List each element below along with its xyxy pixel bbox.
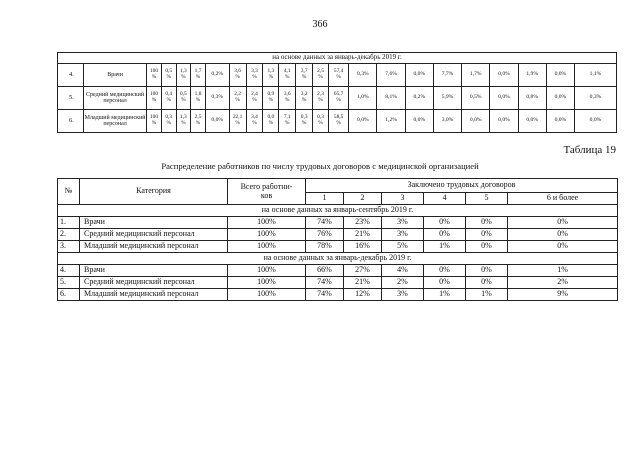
percent-sign: % — [151, 120, 157, 126]
value-cell — [147, 64, 162, 87]
value: 1,3 — [180, 114, 187, 121]
value-cell — [328, 87, 348, 110]
value: 1,7 — [194, 68, 202, 75]
value-cell: 0% — [424, 265, 466, 277]
value-cell: 0% — [466, 265, 508, 277]
value-cell: 0,0% — [575, 110, 617, 133]
value-cell: 0,0% — [490, 64, 518, 87]
page-number: 366 — [312, 19, 328, 30]
value-cell: 5,9% — [433, 87, 461, 110]
value-cell — [147, 87, 162, 110]
value-cell: 16% — [344, 241, 382, 253]
value: 3,3 — [251, 68, 258, 75]
top-table-row — [58, 87, 617, 110]
row-number: 4. — [58, 64, 84, 87]
header-num: № — [58, 179, 80, 205]
value-cell: 3% — [382, 217, 424, 229]
value-cell: 74% — [306, 289, 344, 301]
value: 2,2 — [234, 91, 241, 98]
header-total — [228, 179, 306, 205]
value-cell — [263, 110, 279, 133]
value-cell: 0,2% — [205, 64, 229, 87]
value-cell: 0,8% — [518, 87, 546, 110]
row-category: Средний медицинский персонал — [80, 229, 228, 241]
value-cell: 1% — [424, 241, 466, 253]
value-cell — [279, 110, 296, 133]
value-cell: 23% — [344, 217, 382, 229]
value-cell: 0,0% — [349, 110, 377, 133]
percent-sign: % — [151, 74, 157, 80]
percent-sign: % — [195, 120, 201, 126]
value-cell: 74% — [306, 217, 344, 229]
value-cell: 0% — [424, 217, 466, 229]
percent-sign: % — [181, 120, 186, 126]
header-total-line2: ков — [260, 190, 273, 200]
row-total: 100% — [228, 241, 306, 253]
percent-sign: % — [235, 97, 240, 103]
row-number: 6. — [58, 289, 80, 301]
top-table-row — [58, 110, 617, 133]
percent-sign: % — [318, 97, 323, 103]
value-cell: 0,0% — [490, 87, 518, 110]
value-cell — [229, 64, 246, 87]
row-category: Младший медицинский персонал — [80, 241, 228, 253]
table-row — [58, 241, 618, 253]
value-cell — [246, 87, 263, 110]
value-cell: 0% — [424, 277, 466, 289]
row-total: 100% — [228, 289, 306, 301]
header-contract-col: 6 и более — [508, 193, 618, 205]
value-cell: 0,0% — [546, 110, 574, 133]
percent-sign: % — [268, 120, 274, 126]
row-category: Врачи — [80, 217, 228, 229]
percent-sign: % — [235, 74, 240, 80]
value: 100 — [149, 91, 159, 98]
value-cell: 0,3% — [349, 64, 377, 87]
value-cell: 4% — [382, 265, 424, 277]
value: 65,7 — [333, 91, 344, 98]
percent-sign: % — [318, 120, 323, 126]
value-cell — [313, 87, 329, 110]
percent-sign: % — [268, 97, 274, 103]
percent-sign: % — [166, 97, 171, 103]
percent-sign: % — [252, 74, 257, 80]
value-cell: 12% — [344, 289, 382, 301]
value-cell — [191, 87, 206, 110]
value-cell: 21% — [344, 277, 382, 289]
value-cell: 0,0% — [546, 87, 574, 110]
value: 100 — [149, 114, 159, 121]
percent-sign: % — [284, 97, 290, 103]
value-cell: 5% — [382, 241, 424, 253]
percent-sign: % — [252, 97, 257, 103]
value-cell: 1,0% — [349, 87, 377, 110]
percent-sign: % — [336, 120, 341, 126]
value-cell: 21% — [344, 229, 382, 241]
value-cell: 1,2% — [377, 110, 405, 133]
percent-sign: % — [181, 74, 186, 80]
value-cell: 3,0% — [433, 110, 461, 133]
value: 1,8 — [194, 91, 202, 98]
value-cell: 1,1% — [575, 64, 617, 87]
percent-sign: % — [195, 74, 201, 80]
section-label: на основе данных за январь-сентябрь 2019 г. — [58, 205, 618, 217]
value-cell: 76% — [306, 229, 344, 241]
value-cell: 1% — [466, 289, 508, 301]
table-row — [58, 277, 618, 289]
value: 3,7 — [300, 68, 308, 75]
value-cell: 0% — [508, 229, 618, 241]
row-total: 100% — [228, 229, 306, 241]
value-cell — [176, 64, 191, 87]
value-cell: 0% — [424, 229, 466, 241]
value-cell: 0,0% — [405, 64, 433, 87]
top-table-row — [58, 64, 617, 87]
percent-sign: % — [336, 74, 341, 80]
value-cell — [279, 87, 296, 110]
row-number: 6. — [58, 110, 84, 133]
value-cell: 0,0% — [205, 110, 229, 133]
value: 0,3 — [165, 114, 173, 121]
header-contract-col: 5 — [466, 193, 508, 205]
table-number: Таблица 19 — [563, 144, 616, 156]
table-row — [58, 289, 618, 301]
value-cell — [161, 87, 176, 110]
table-row — [58, 265, 618, 277]
value-cell — [191, 64, 206, 87]
value-cell: 0,3% — [575, 87, 617, 110]
value: 1,3 — [267, 68, 275, 75]
value-cell: 0,0% — [490, 110, 518, 133]
value: 0,5 — [180, 91, 187, 98]
value-cell: 0,0% — [518, 110, 546, 133]
row-total: 100% — [228, 265, 306, 277]
row-category: Врачи — [83, 64, 146, 87]
value: 4,1 — [283, 68, 291, 75]
top-table-section-label: на основе данных за январь-декабрь 2019 г. — [58, 53, 617, 64]
row-total: 100% — [228, 217, 306, 229]
row-number: 5. — [58, 87, 84, 110]
value: 2,3 — [317, 91, 324, 98]
row-total: 100% — [228, 277, 306, 289]
percent-sign: % — [301, 74, 307, 80]
value-cell: 78% — [306, 241, 344, 253]
percent-sign: % — [181, 97, 186, 103]
value-cell — [161, 110, 176, 133]
header-contract-col: 3 — [382, 193, 424, 205]
value-cell — [176, 87, 191, 110]
row-number: 2. — [58, 229, 80, 241]
value-cell: 0,0% — [405, 110, 433, 133]
value-cell: 1% — [508, 265, 618, 277]
value: 58,5 — [333, 114, 344, 121]
value: 100 — [149, 68, 159, 75]
value-cell — [296, 87, 313, 110]
value-cell — [229, 87, 246, 110]
value-cell — [191, 110, 206, 133]
percent-sign: % — [151, 97, 157, 103]
value-cell: 66% — [306, 265, 344, 277]
value: 7,1 — [283, 114, 291, 121]
value-cell: 7,6% — [377, 64, 405, 87]
value-cell: 2% — [508, 277, 618, 289]
value-cell — [147, 110, 162, 133]
value: 3,4 — [251, 114, 258, 121]
value: 0,3 — [300, 114, 308, 121]
value-cell: 27% — [344, 265, 382, 277]
value: 0,9 — [267, 91, 275, 98]
percent-sign: % — [301, 97, 307, 103]
value-cell — [246, 110, 263, 133]
value: 1,3 — [180, 68, 187, 75]
value-cell — [279, 64, 296, 87]
value: 3,6 — [234, 68, 241, 75]
row-number: 1. — [58, 217, 80, 229]
value-cell: 0,0% — [462, 110, 490, 133]
section-row — [58, 205, 618, 217]
value-cell: 0,3% — [205, 87, 229, 110]
row-number: 5. — [58, 277, 80, 289]
value-cell — [246, 64, 263, 87]
value-cell: 0% — [508, 241, 618, 253]
row-category: Средний медицинский персонал — [83, 87, 146, 110]
value-cell — [313, 64, 329, 87]
percent-sign: % — [318, 74, 323, 80]
row-category: Младший медицинский персонал — [83, 110, 146, 133]
value-cell: 0,5% — [462, 87, 490, 110]
value: 3,2 — [300, 91, 308, 98]
table-row — [58, 229, 618, 241]
value: 0,0 — [267, 114, 275, 121]
value-cell: 0% — [466, 277, 508, 289]
value: 57,4 — [333, 68, 344, 75]
header-contract-col: 4 — [424, 193, 466, 205]
row-category: Средний медицинский персонал — [80, 277, 228, 289]
header-contract-col: 2 — [344, 193, 382, 205]
table-title: Распределение работников по числу трудовых договоров с медицинской организацией — [161, 161, 479, 171]
value-cell — [313, 110, 329, 133]
value-cell: 0% — [466, 229, 508, 241]
table-row — [58, 217, 618, 229]
main-table — [57, 178, 618, 301]
value: 2,5 — [194, 114, 202, 121]
value-cell: 0,0% — [546, 64, 574, 87]
percent-sign: % — [301, 120, 307, 126]
value-cell: 3% — [382, 229, 424, 241]
value-cell: 0% — [466, 217, 508, 229]
value-cell — [176, 110, 191, 133]
value-cell: 3% — [382, 289, 424, 301]
value-cell: 9% — [508, 289, 618, 301]
value-cell — [296, 64, 313, 87]
value-cell — [296, 110, 313, 133]
value: 3,6 — [283, 91, 291, 98]
row-number: 3. — [58, 241, 80, 253]
value-cell: 2% — [382, 277, 424, 289]
section-row — [58, 253, 618, 265]
value-cell: 0,2% — [405, 87, 433, 110]
row-category: Врачи — [80, 265, 228, 277]
header-contracts: Заключено трудовых договоров — [306, 179, 618, 193]
value-cell — [328, 64, 348, 87]
header-contract-col: 1 — [306, 193, 344, 205]
percent-sign: % — [268, 74, 274, 80]
header-category: Категория — [80, 179, 228, 205]
value: 0,5 — [165, 68, 173, 75]
value-cell: 0% — [466, 241, 508, 253]
value-cell: 0% — [508, 217, 618, 229]
value: 0,4 — [165, 91, 173, 98]
value-cell: 1,9% — [518, 64, 546, 87]
row-number: 4. — [58, 265, 80, 277]
value-cell: 7,7% — [433, 64, 461, 87]
value: 2,4 — [251, 91, 258, 98]
top-table — [57, 52, 617, 133]
header-total-line1: Всего работни- — [240, 181, 293, 191]
percent-sign: % — [166, 74, 171, 80]
value-cell — [229, 110, 246, 133]
value-cell: 1% — [424, 289, 466, 301]
percent-sign: % — [235, 120, 240, 126]
percent-sign: % — [195, 97, 201, 103]
percent-sign: % — [166, 120, 171, 126]
row-category: Младший медицинский персонал — [80, 289, 228, 301]
value-cell — [161, 64, 176, 87]
value: 22,1 — [232, 114, 243, 121]
percent-sign: % — [284, 74, 290, 80]
value-cell — [263, 87, 279, 110]
value-cell: 74% — [306, 277, 344, 289]
value: 0,3 — [317, 114, 324, 121]
value-cell — [328, 110, 348, 133]
value-cell: 8,1% — [377, 87, 405, 110]
value: 2,5 — [317, 68, 324, 75]
section-label: на основе данных за январь-декабрь 2019 г. — [58, 253, 618, 265]
value-cell — [263, 64, 279, 87]
percent-sign: % — [252, 120, 257, 126]
value-cell: 1,7% — [462, 64, 490, 87]
percent-sign: % — [284, 120, 290, 126]
percent-sign: % — [336, 97, 341, 103]
